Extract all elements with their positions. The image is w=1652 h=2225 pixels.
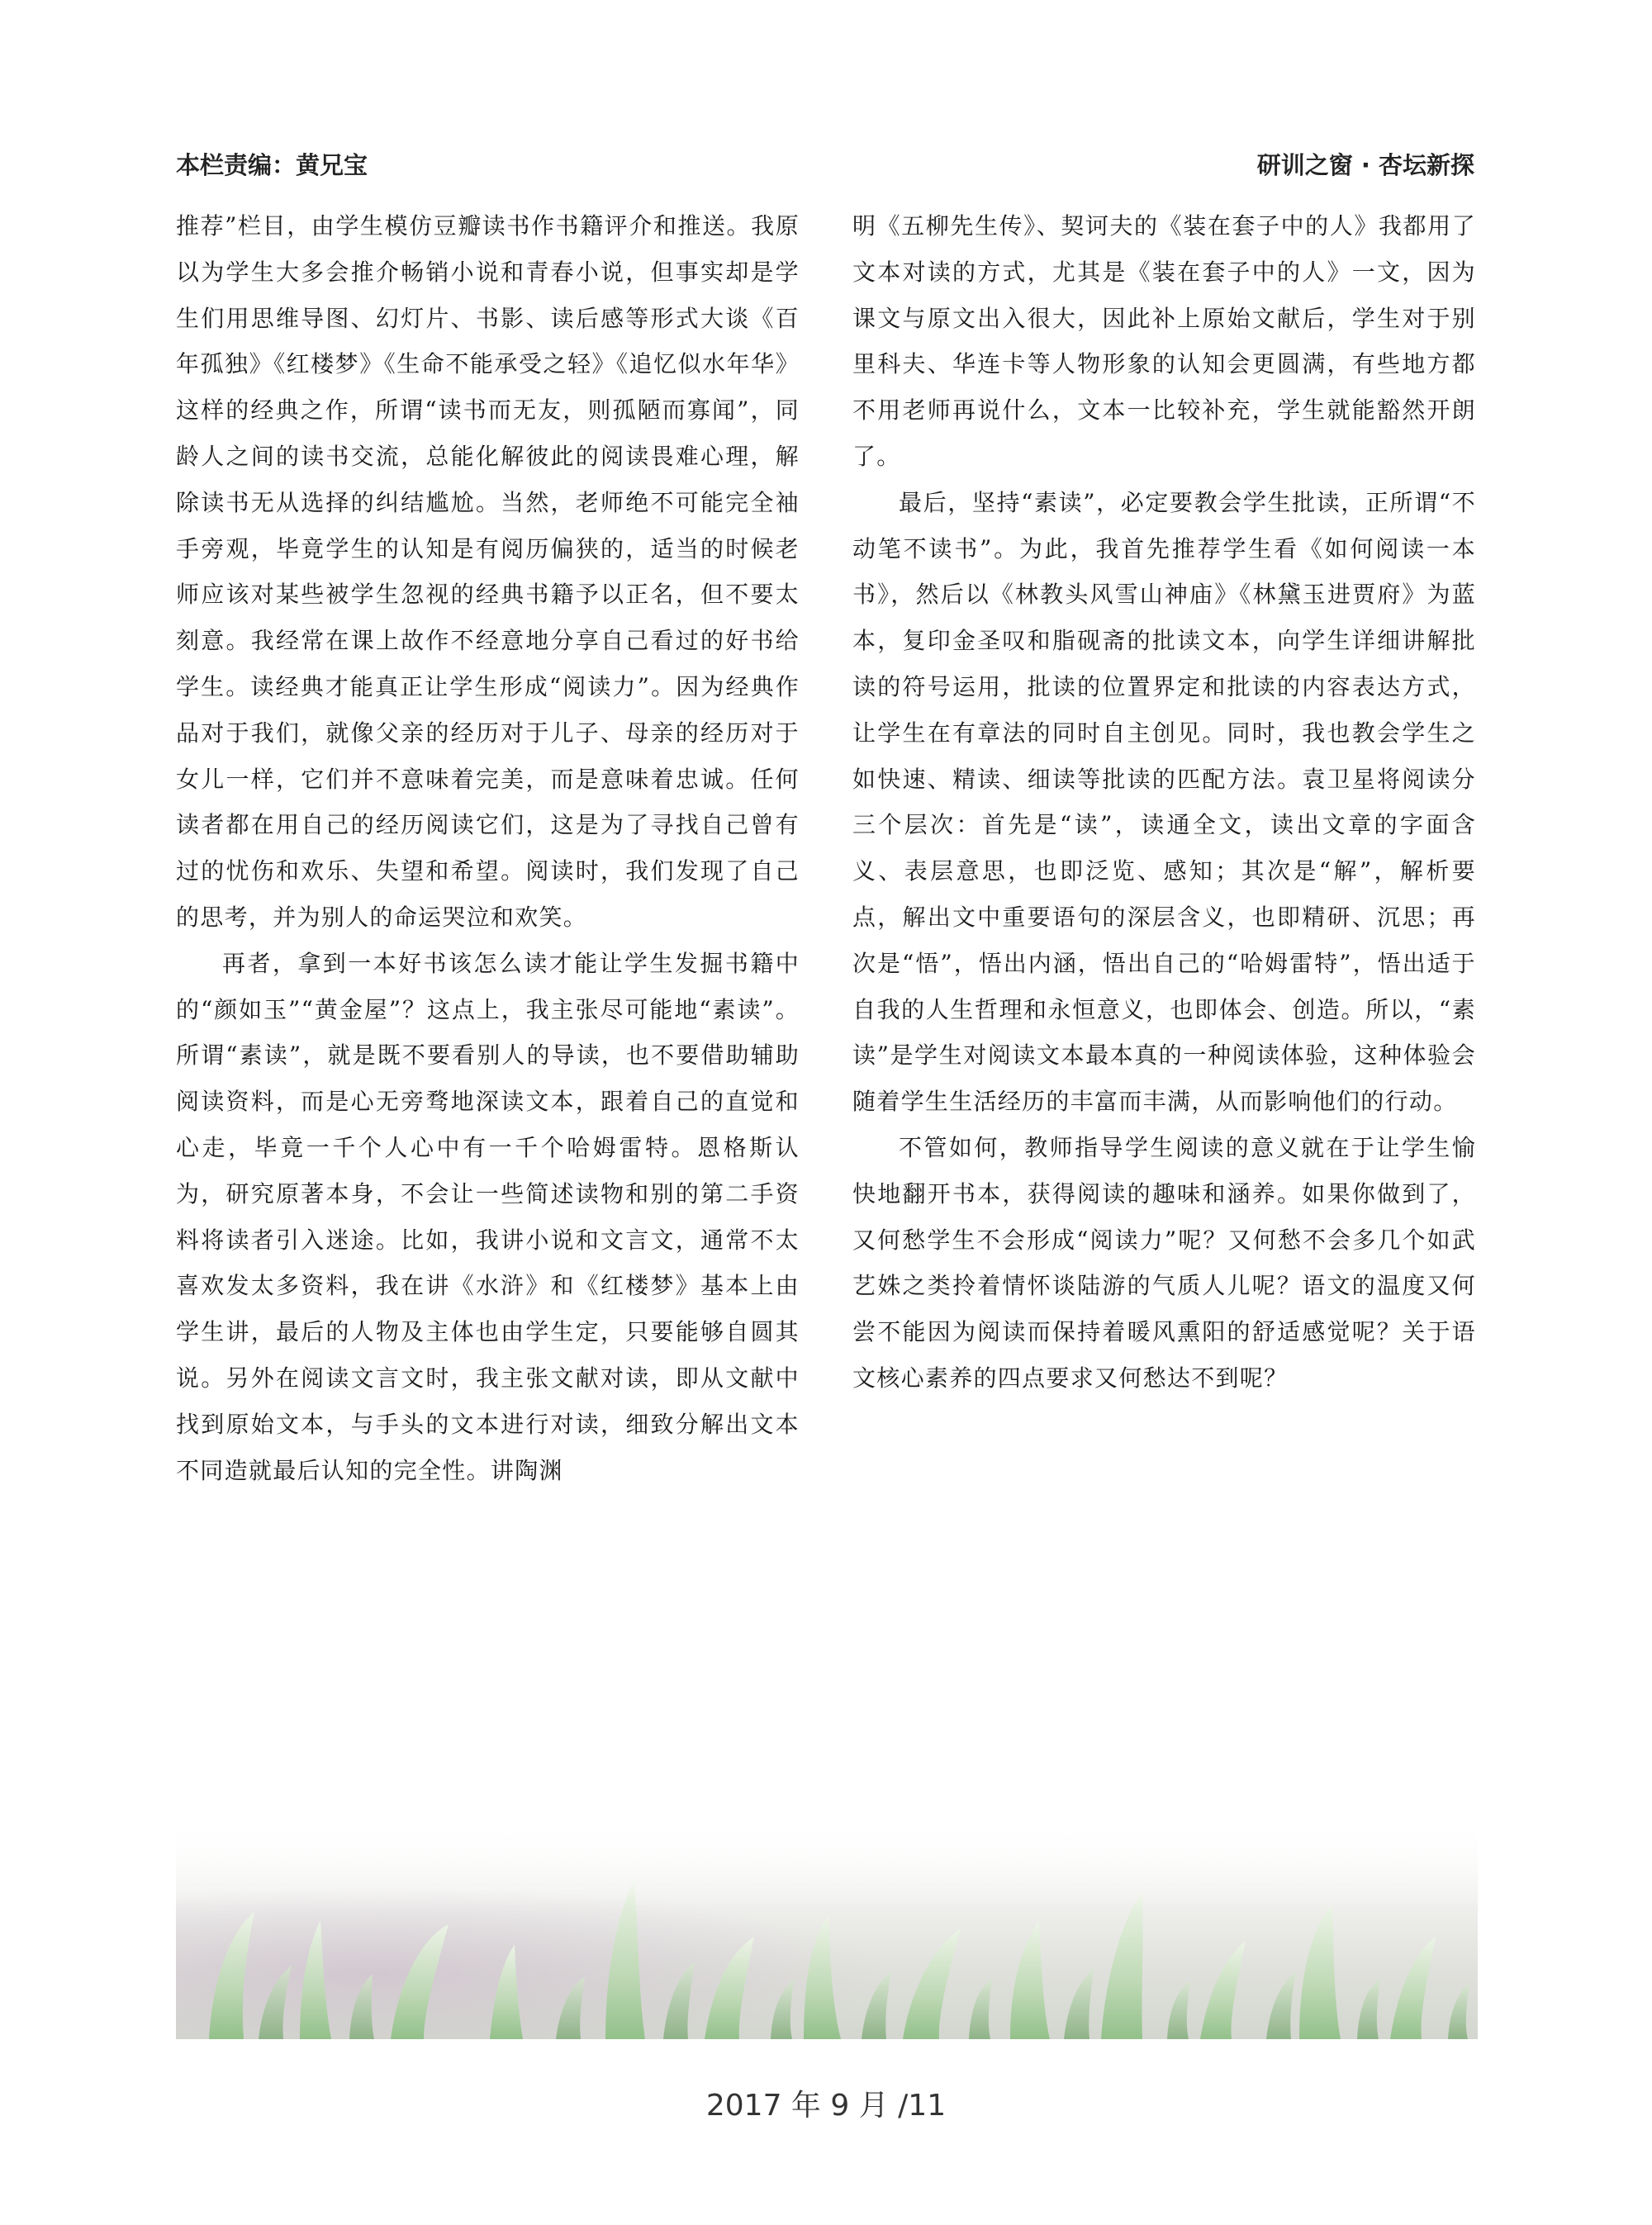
paragraph: 最后，坚持“素读”，必定要教会学生批读，正所谓“不动笔不读书”。为此，我首先推荐学生看《如何阅读一本书》，然后以《林教头风雪山神庙》《林黛玉进贾府》为蓝本，复印金圣叹和脂砚斋的批读文本，向学生详细讲解批读的符号运用，批读的位置界定和批读的内容表达方式，让学生在有章法的同时自主创见。同时，我也教会学生之如快速、精读、细读等批读的匹配方法。袁卫星将阅读分三个层次：首先是“读”，读通全文，读出文章的字面含义、表层意思，也即泛览、感知；其次是“解”，解析要点，解出文中重要语句的深层含义，也即精研、沉思；再次是“悟”，悟出内涵，悟出自己的“哈姆雷特”，悟出适于自我的人生哲理和永恒意义，也即体会、创造。所以，“素读”是学生对阅读文本最本真的一种阅读体验，这种体验会随着学生生活经历的丰富而丰满，从而影响他们的行动。 [852, 488, 1476, 1116]
paragraph: 推荐”栏目，由学生模仿豆瓣读书作书籍评介和推送。我原以为学生大多会推介畅销小说和青春小说，但事实却是学生们用思维导图、幻灯片、书影、读后感等形式大谈《百年孤独》《红楼梦》《生命不能承受之轻》《追忆似水年华》这样的经典之作，所谓“读书而无友，则孤陋而寡闻”，同龄人之间的读书交流，总能化解彼此的阅读畏难心理，解除读书无从选择的纠结尴尬。当然，老师绝不可能完全袖手旁观，毕竟学生的认知是有阅历偏狭的，适当的时候老师应该对某些被学生忽视的经典书籍予以正名，但不要太刻意。我经常在课上故作不经意地分享自己看过的好书给学生。读经典才能真正让学生形成“阅读力”。因为经典作品对于我们，就像父亲的经历对于儿子、母亲的经历对于女儿一样，它们并不意味着完美，而是意味着忠诚。任何读者都在用自己的经历阅读它们，这是为了寻找自己曾有过的忧伤和欢乐、失望和希望。阅读时，我们发现了自己的思考，并为别人的命运哭泣和欢笑。 [176, 212, 800, 931]
decorative-grass-banner [176, 1821, 1478, 2039]
column-editor: 本栏责编：黄兄宝 [176, 151, 368, 179]
paragraph: 再者，拿到一本好书该怎么读才能让学生发掘书籍中的“颜如玉”“黄金屋”？这点上，我主张尽可能地“素读”。所谓“素读”，就是既不要看别人的导读，也不要借助辅助阅读资料，而是心无旁骛地深读文本，跟着自己的直觉和心走，毕竟一千个人心中有一千个哈姆雷特。恩格斯认为，研究原著本身，不会让一些简述读物和别的第二手资料将读者引入迷途。比如，我讲小说和文言文，通常不太喜欢发太多资料，我在讲《水浒》和《红楼梦》基本上由学生讲，最后的人物及主体也由学生定，只要能够自圆其说。另外在阅读文言文时，我主张文献对读，即从文献中找到原始文本，与手头的文本进行对读，细致分解出文本不同造就最后认知的完全性。讲陶渊 [176, 949, 800, 1484]
left-text-column [176, 203, 800, 1781]
paragraph: 不管如何，教师指导学生阅读的意义就在于让学生愉快地翻开书本，获得阅读的趣味和涵养。如果你做到了，又何愁学生不会形成“阅读力”呢？又何愁不会多几个如武艺姝之类拎着情怀谈陆游的气质人儿呢？语文的温度又何尝不能因为阅读而保持着暖风熏阳的舒适感觉呢？关于语文核心素养的四点要求又何愁达不到呢？ [852, 1133, 1476, 1392]
paragraph: 明《五柳先生传》、契诃夫的《装在套子中的人》我都用了文本对读的方式，尤其是《装在套子中的人》一文，因为课文与原文出入很大，因此补上原始文献后，学生对于别里科夫、华连卡等人物形象的认知会更圆满，有些地方都不用老师再说什么，文本一比较补充，学生就能豁然开朗了。 [852, 212, 1476, 470]
section-title: 研训之窗 · 杏坛新探 [1256, 151, 1474, 179]
page-number: 2017 年 9 月 /11 [705, 2089, 947, 2123]
grass-sprouts-illustration [176, 1821, 1478, 2039]
right-text-column [852, 203, 1476, 1781]
